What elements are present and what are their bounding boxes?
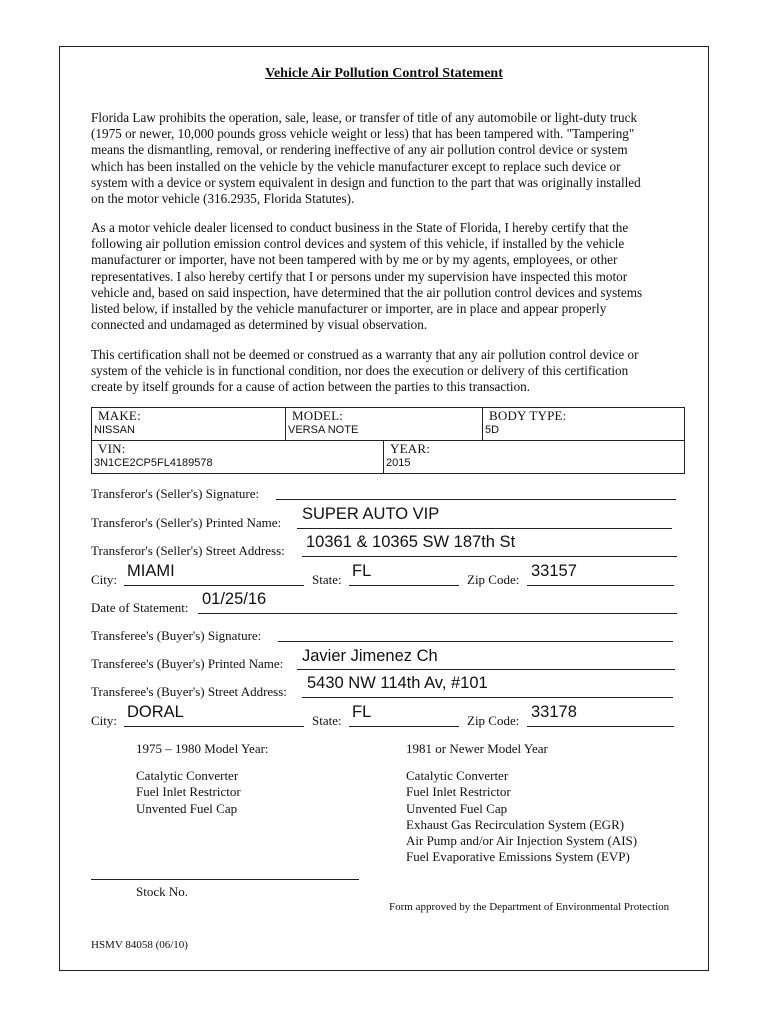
- old-model-list: [136, 768, 241, 817]
- seller-address-value[interactable]: 10361 & 10365 SW 187th St: [306, 533, 516, 551]
- buyer-address-value[interactable]: 5430 NW 114th Av, #101: [307, 674, 488, 692]
- new-model-item: Fuel Inlet Restrictor: [406, 784, 511, 800]
- old-model-item: Unvented Fuel Cap: [136, 800, 238, 816]
- seller-zip-value[interactable]: 33157: [531, 562, 577, 580]
- seller-signature-label: Transferor's (Seller's) Signature:: [91, 486, 260, 501]
- make-cell: [92, 408, 285, 440]
- seller-state-line: [349, 585, 459, 586]
- buyer-city-value[interactable]: DORAL: [127, 703, 184, 721]
- make-label: MAKE:: [98, 408, 141, 423]
- buyer-name-label: Transferee's (Buyer's) Printed Name:: [91, 656, 284, 671]
- seller-zip-label: Zip Code:: [467, 572, 520, 587]
- seller-zip-line: [527, 585, 674, 586]
- buyer-zip-value[interactable]: 33178: [531, 703, 577, 721]
- buyer-city-label: City:: [91, 713, 118, 728]
- make-value[interactable]: NISSAN: [94, 424, 135, 436]
- seller-name-value[interactable]: SUPER AUTO VIP: [302, 505, 440, 523]
- buyer-zip-line: [527, 726, 674, 727]
- body-type-value[interactable]: 5D: [485, 424, 500, 436]
- paragraph-dealer-certification: As a motor vehicle dealer licensed to conduct business in the State of Florida, I hereby certify that the following air pollution emission control devices and system of this vehicle, if installed by the vehicle manufacturer or importer, have not been tampered with by me or by my agents, employees, or other representatives. I also hereby certify that I or persons under my supervision have inspected this motor vehicle and, based on said inspection, have determined that the air pollution control devices and systems listed below, if installed by the vehicle manufacturer or importer, are in place and appear properly connected and undamaged as determined by visual observation.: [91, 220, 643, 333]
- seller-state-label: State:: [312, 572, 342, 587]
- buyer-address-line: [302, 697, 673, 698]
- old-model-heading: 1975 – 1980 Model Year:: [136, 741, 269, 756]
- model-label: MODEL:: [292, 408, 344, 423]
- year-cell: [383, 441, 684, 474]
- statement-date-value[interactable]: 01/25/16: [202, 590, 267, 608]
- buyer-state-line: [349, 726, 459, 727]
- form-title: Vehicle Air Pollution Control Statement: [265, 66, 503, 81]
- new-model-item: Air Pump and/or Air Injection System (AIS): [406, 833, 638, 849]
- stock-number-line[interactable]: [91, 879, 359, 880]
- vin-label: VIN:: [98, 441, 126, 456]
- new-model-item: Unvented Fuel Cap: [406, 800, 508, 816]
- statement-date-line: [198, 613, 677, 614]
- new-model-list: [406, 768, 637, 866]
- new-model-item: Fuel Evaporative Emissions System (EVP): [406, 849, 630, 865]
- seller-name-line: [297, 528, 672, 529]
- buyer-signature-label: Transferee's (Buyer's) Signature:: [91, 628, 262, 643]
- new-model-item: Catalytic Converter: [406, 768, 509, 783]
- year-value[interactable]: 2015: [386, 457, 411, 469]
- seller-city-label: City:: [91, 572, 118, 587]
- new-model-item: Exhaust Gas Recirculation System (EGR): [406, 816, 625, 832]
- model-cell: [285, 408, 482, 440]
- buyer-zip-label: Zip Code:: [467, 713, 520, 728]
- buyer-state-label: State:: [312, 713, 342, 728]
- vehicle-row-1: [92, 408, 684, 441]
- paragraph-florida-law: Florida Law prohibits the operation, sale, lease, or transfer of title of any automobile or light-duty truck (1975 or newer, 10,000 pounds gross vehicle weight or less) that has been tampered with. "Tampering" means the dismantling, removal, or rendering ineffective of any air pollution control device or system which has been installed on the vehicle by the vehicle manufacturer except to replace such device or system with a device or system equivalent in design and function to the part that was originally installed on the motor vehicle (316.2935, Florida Statutes).: [91, 110, 641, 207]
- seller-city-value[interactable]: MIAMI: [127, 562, 175, 580]
- buyer-city-line: [124, 726, 304, 727]
- seller-address-line: [302, 556, 677, 557]
- buyer-name-value[interactable]: Javier Jimenez Ch: [302, 647, 438, 665]
- new-model-heading: 1981 or Newer Model Year: [406, 741, 548, 756]
- old-model-item: Fuel Inlet Restrictor: [136, 784, 241, 800]
- buyer-address-label: Transferee's (Buyer's) Street Address:: [91, 684, 287, 699]
- old-model-item: Catalytic Converter: [136, 768, 239, 783]
- statement-date-label: Date of Statement:: [91, 600, 189, 615]
- body-type-cell: [482, 408, 684, 440]
- buyer-signature-line[interactable]: [278, 641, 673, 642]
- vin-cell: [92, 441, 383, 474]
- model-value[interactable]: VERSA NOTE: [288, 424, 359, 436]
- seller-name-label: Transferor's (Seller's) Printed Name:: [91, 515, 282, 530]
- form-number: HSMV 84058 (06/10): [91, 939, 188, 951]
- seller-signature-line[interactable]: [276, 499, 676, 500]
- buyer-name-line: [297, 669, 675, 670]
- vin-value[interactable]: 3N1CE2CP5FL4189578: [94, 457, 213, 469]
- seller-address-label: Transferor's (Seller's) Street Address:: [91, 543, 285, 558]
- vehicle-info-table: [91, 407, 685, 474]
- paragraph-warranty-disclaimer: This certification shall not be deemed or construed as a warranty that any air pollution control device or system of the vehicle is in functional condition, nor does the execution or delivery of this certification create by itself grounds for a cause of action between the parties to this transaction.: [91, 347, 639, 395]
- approval-note: Form approved by the Department of Environmental Protection: [389, 901, 670, 913]
- buyer-state-value[interactable]: FL: [352, 703, 372, 721]
- seller-city-line: [124, 585, 304, 586]
- body-type-label: BODY TYPE:: [489, 408, 567, 423]
- seller-state-value[interactable]: FL: [352, 562, 372, 580]
- stock-number-label: Stock No.: [136, 884, 188, 899]
- year-label: YEAR:: [390, 441, 430, 456]
